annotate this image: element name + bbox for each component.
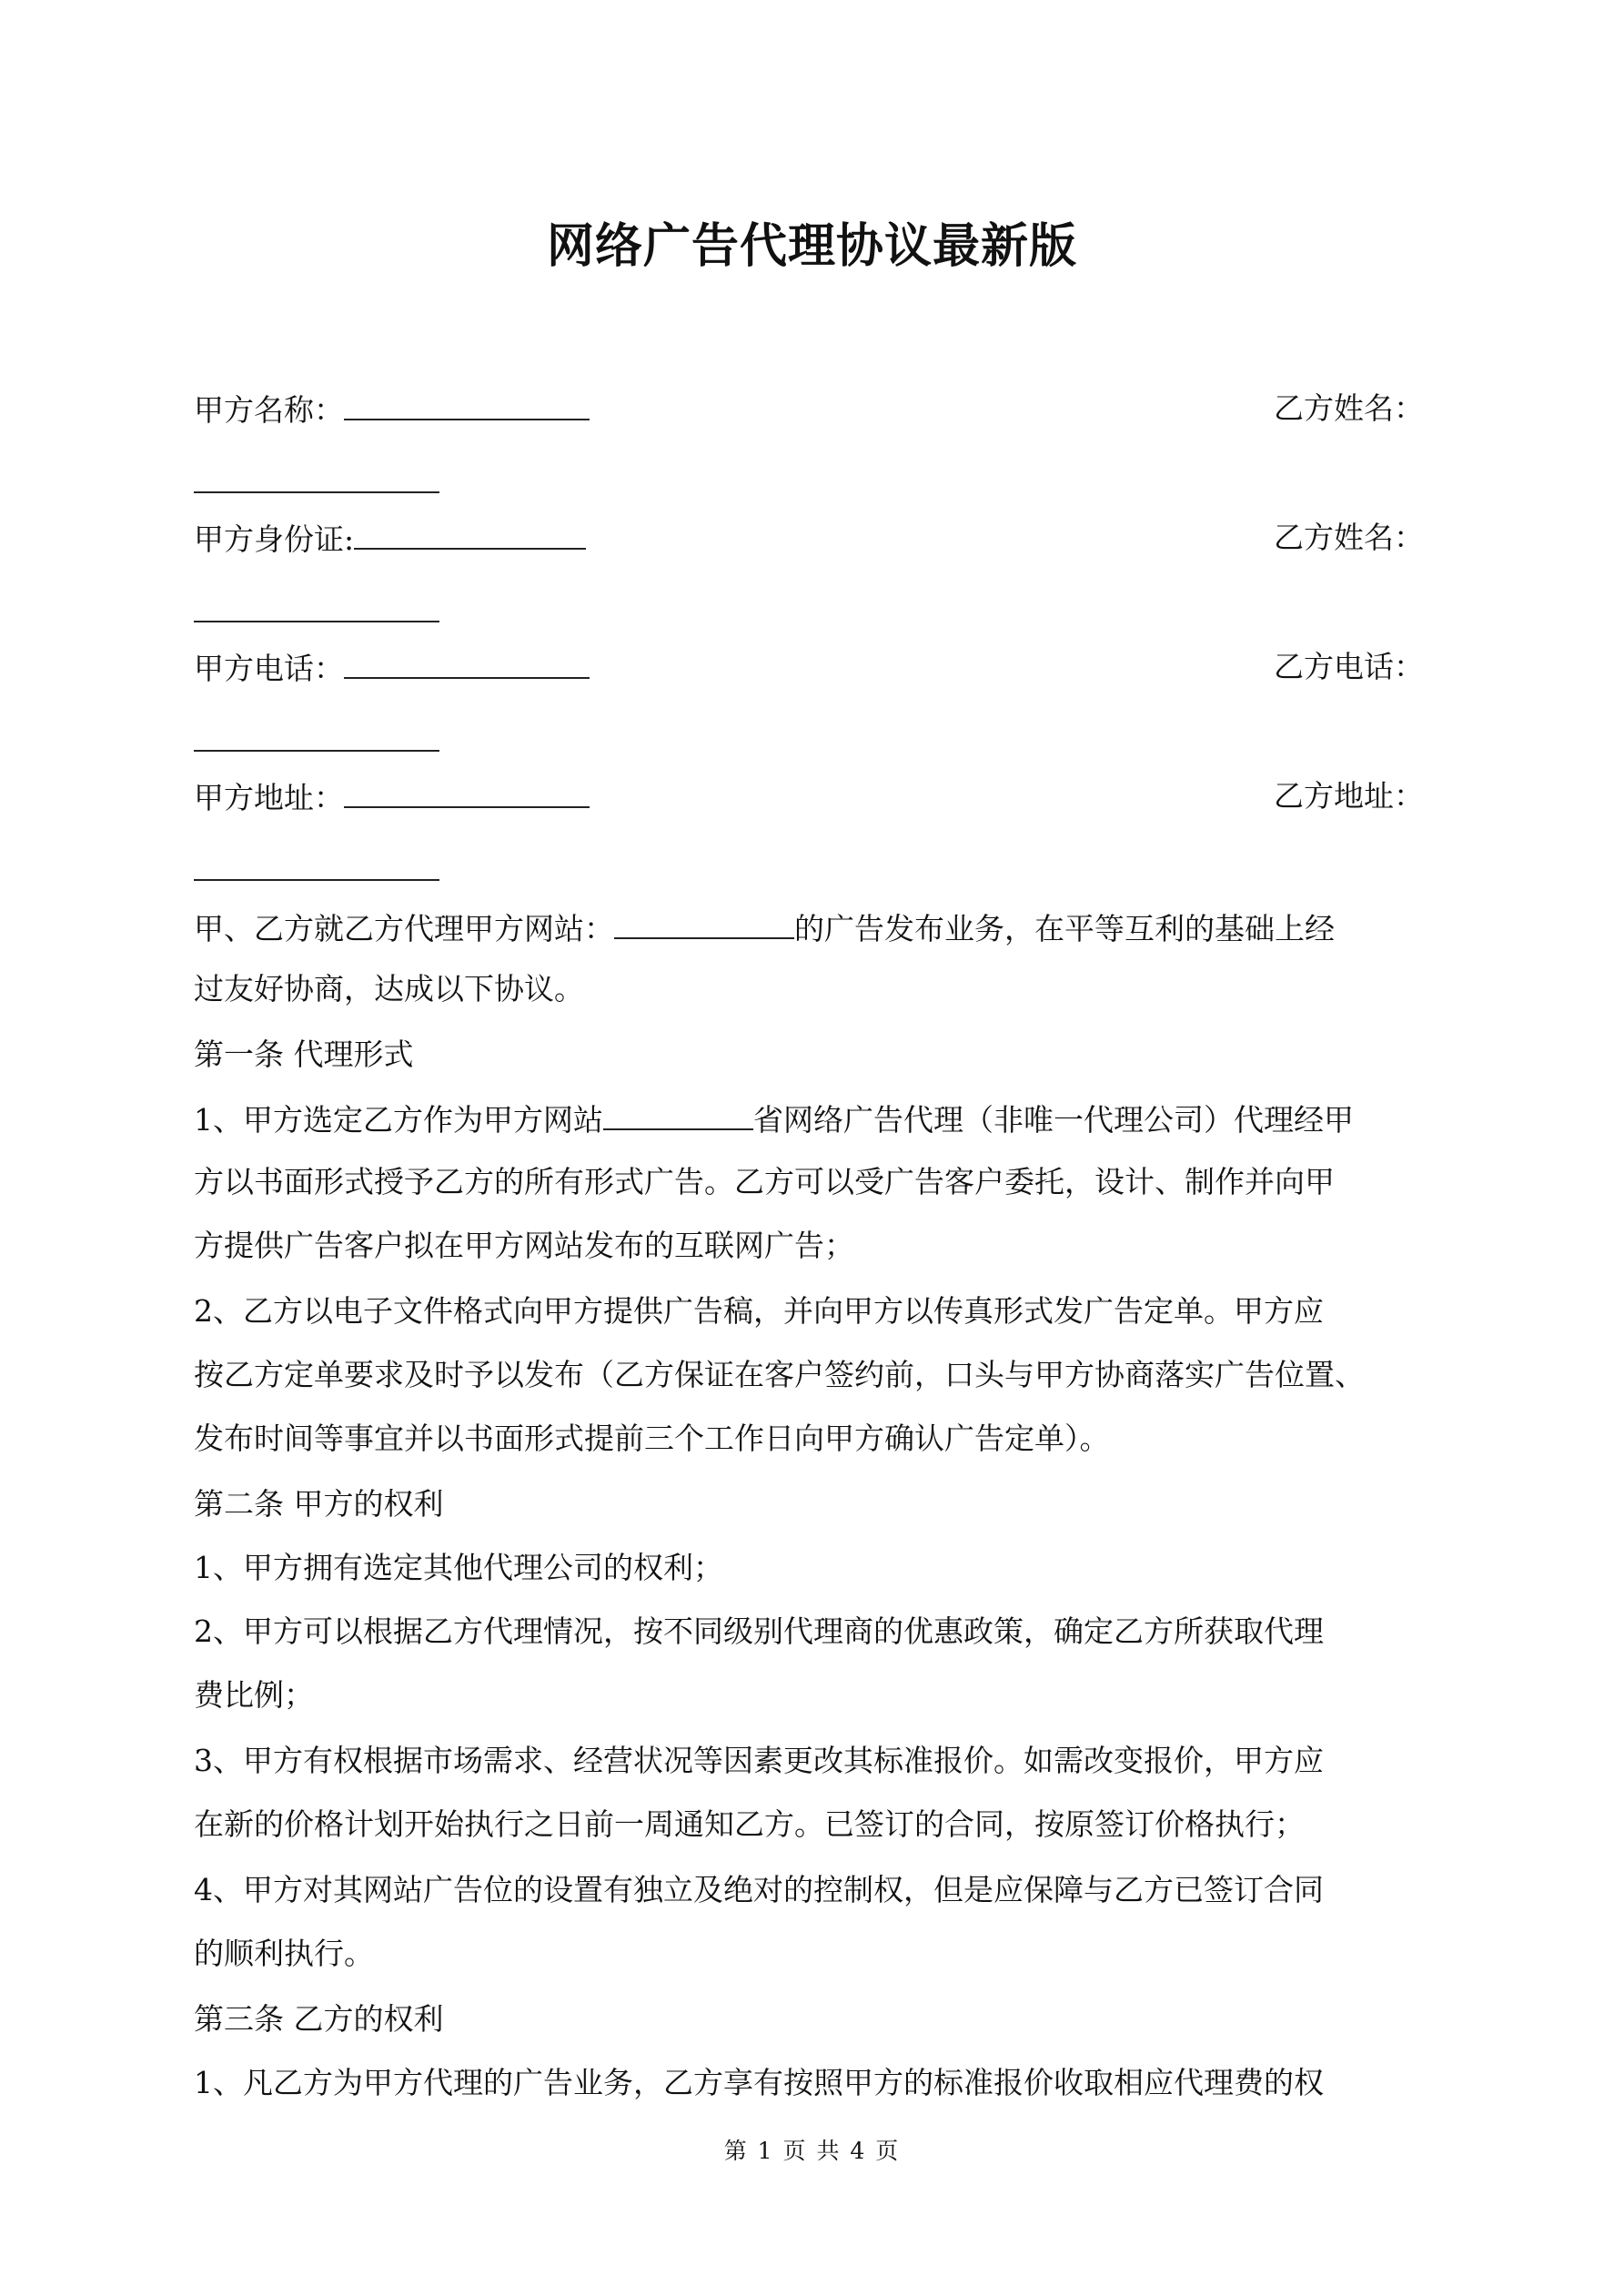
article-1-para-1-line-3: 方提供广告客户拟在甲方网站发布的互联网广告； [194,1228,854,1263]
party-a-phone-label: 甲方电话： [194,651,344,686]
party-b-phone-blank [194,724,439,752]
party-b-name-label-1: 乙方姓名： [1274,390,1424,426]
party-a-address-row [194,781,590,813]
party-a-address-blank [344,781,590,808]
party-a-id-label: 甲方身份证: [194,521,355,557]
article-1-para-2-line-1: 2、乙方以电子文件格式向甲方提供广告稿，并向甲方以传真形式发广告定单。甲方应 [194,1293,1324,1329]
party-b-name-blank-2-row [194,595,439,627]
article-1-para-2-line-2: 按乙方定单要求及时予以发布（乙方保证在客户签约前，口头与甲方协商落实广告位置、 [194,1357,1365,1392]
party-b-name-blank-2 [194,595,439,622]
page-footer: 第 1 页 共 4 页 [723,2138,901,2164]
party-a-name-row [194,392,590,428]
party-a-address-label: 甲方地址： [194,780,344,815]
party-a-name-blank [344,393,590,420]
website-blank [614,912,794,939]
article-2-para-2-line-2: 费比例； [194,1677,314,1713]
party-b-name-blank-1-row [194,466,439,498]
article-3-heading: 第三条 乙方的权利 [194,2001,444,2037]
article-1-para-1-line-2: 方以书面形式授予乙方的所有形式广告。乙方可以受广告客户委托，设计、制作并向甲 [194,1164,1335,1199]
party-a-phone-row [194,651,590,686]
article-2-para-1: 1、甲方拥有选定其他代理公司的权利； [194,1550,723,1585]
party-a-name-label: 甲方名称： [194,392,344,428]
article-2-para-4-line-2: 的顺利执行。 [194,1936,374,1971]
article-2-para-3-line-2: 在新的价格计划开始执行之日前一周通知乙方。已签订的合同，按原签订价格执行； [194,1806,1305,1842]
party-b-phone-label: 乙方电话： [1274,649,1424,684]
province-blank [603,1103,753,1130]
intro-line-2: 过友好协商，达成以下协议。 [194,971,584,1006]
party-a-id-row [194,521,586,557]
article-2-para-4-line-1: 4、甲方对其网站广告位的设置有独立及绝对的控制权，但是应保障与乙方已签订合同 [194,1872,1324,1907]
party-a-phone-blank [344,652,590,679]
party-a-id-blank [354,522,586,550]
a1-p1-text-a: 1、甲方选定乙方作为甲方网站 [194,1102,603,1138]
intro-text-b: 的广告发布业务，在平等互利的基础上经 [794,911,1335,946]
intro-line-1 [194,912,1335,944]
party-b-address-label: 乙方地址： [1274,778,1424,814]
article-2-para-3-line-1: 3、甲方有权根据市场需求、经营状况等因素更改其标准报价。如需改变报价，甲方应 [194,1743,1324,1778]
article-1-para-2-line-3: 发布时间等事宜并以书面形式提前三个工作日向甲方确认广告定单）。 [194,1421,1110,1456]
party-b-phone-blank-row [194,724,439,756]
article-2-heading: 第二条 甲方的权利 [194,1486,444,1522]
party-b-name-blank-1 [194,466,439,493]
article-2-para-2-line-1: 2、甲方可以根据乙方代理情况，按不同级别代理商的优惠政策，确定乙方所获取代理 [194,1613,1324,1649]
party-b-address-blank-row [194,854,439,885]
a1-p1-text-b: 省网络广告代理（非唯一代理公司）代理经甲 [753,1102,1354,1138]
article-1-heading: 第一条 代理形式 [194,1037,414,1072]
page-title: 网络广告代理协议最新版 [546,218,1077,274]
party-b-address-blank [194,854,439,881]
article-3-para-1-line-1: 1、凡乙方为甲方代理的广告业务，乙方享有按照甲方的标准报价收取相应代理费的权 [194,2065,1324,2100]
party-b-name-label-2: 乙方姓名： [1274,520,1424,555]
article-1-para-1-line-1 [194,1102,1354,1138]
intro-text-a: 甲、乙方就乙方代理甲方网站： [194,911,614,946]
